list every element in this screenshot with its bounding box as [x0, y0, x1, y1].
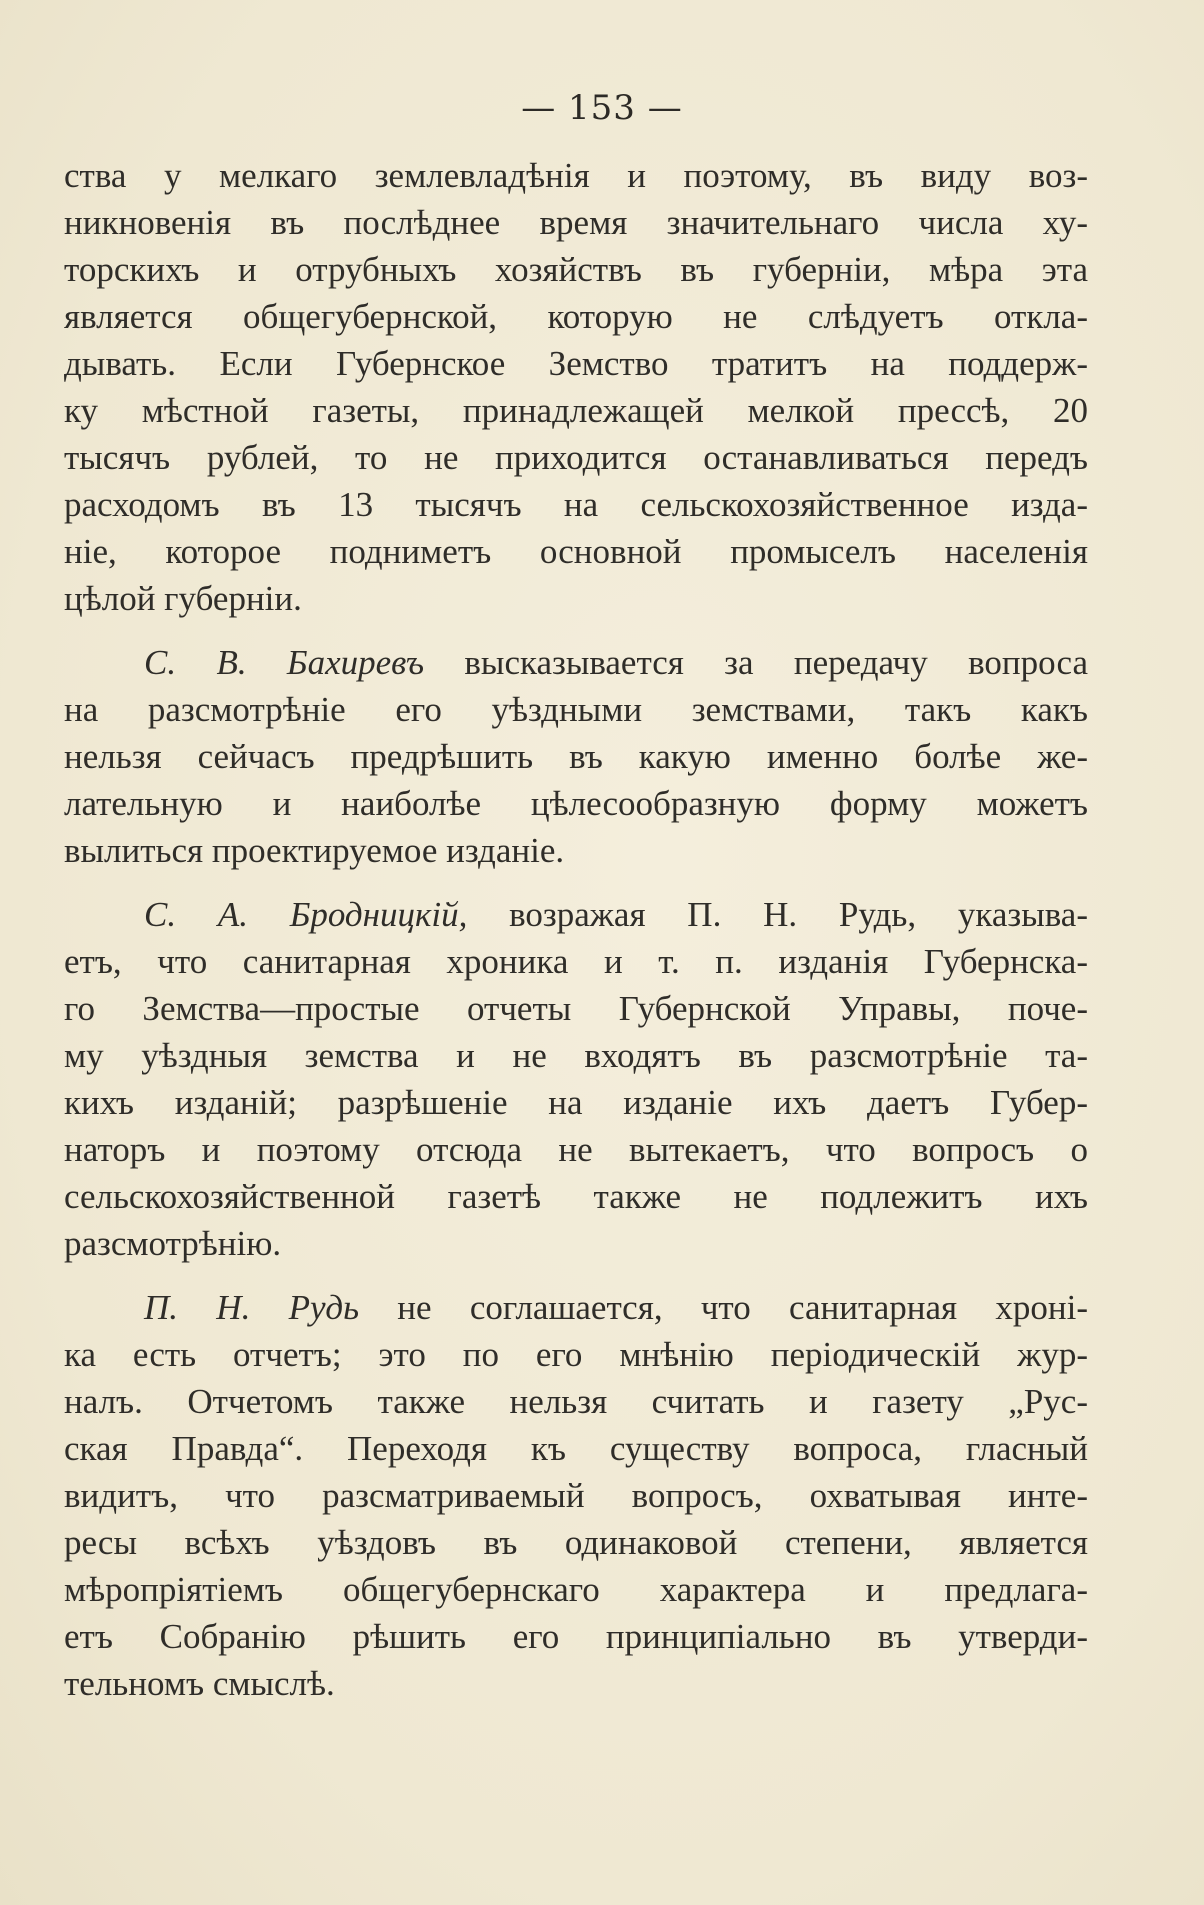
- text-line: тысячъ рублей, то не приходится останавливаться передъ: [64, 438, 1088, 477]
- text-body: [64, 152, 1088, 1724]
- text-line: мѣропріятіемъ общегубернскаго характера и предлага-: [64, 1570, 1088, 1609]
- text-line: наторъ и поэтому отсюда не вытекаетъ, что вопросъ о: [64, 1130, 1088, 1169]
- text-line: тельномъ смыслѣ.: [64, 1664, 335, 1703]
- speaker-name: С. В. Бахиревъ: [144, 643, 425, 682]
- text-line: му уѣздныя земства и не входятъ въ разсмотрѣніе та-: [64, 1036, 1088, 1075]
- text-line: является общегубернской, которую не слѣдуетъ откла-: [64, 297, 1088, 336]
- text-line: разсмотрѣнію.: [64, 1224, 282, 1263]
- text-line: [64, 639, 1088, 686]
- page-number: — 153 —: [521, 88, 683, 128]
- text-line: сельскохозяйственной газетѣ также не подлежитъ ихъ: [64, 1177, 1088, 1216]
- line-text: не соглашается, что санитарная хроні-: [397, 1288, 1088, 1327]
- text-line: [64, 891, 1088, 938]
- text-line: ства у мелкаго землевладѣнія и поэтому, въ виду воз-: [64, 156, 1088, 195]
- text-line: цѣлой губерніи.: [64, 579, 302, 618]
- text-line: ская Правда“. Переходя къ существу вопроса, гласный: [64, 1429, 1088, 1468]
- text-line: расходомъ въ 13 тысячъ на сельскохозяйственное изда-: [64, 485, 1088, 524]
- text-line: торскихъ и отрубныхъ хозяйствъ въ губерніи, мѣра эта: [64, 250, 1088, 289]
- text-line: [64, 1284, 1088, 1331]
- text-line: етъ Собранію рѣшить его принципіально въ утверди-: [64, 1617, 1088, 1656]
- paragraph: [64, 639, 1088, 874]
- line-text: высказывается за передачу вопроса: [464, 643, 1089, 682]
- text-line: ресы всѣхъ уѣздовъ въ одинаковой степени, является: [64, 1523, 1088, 1562]
- text-line: етъ, что санитарная хроника и т. п. изданія Губернска-: [64, 942, 1088, 981]
- paragraph: [64, 1284, 1088, 1707]
- text-line: кихъ изданій; разрѣшеніе на изданіе ихъ даетъ Губер-: [64, 1083, 1088, 1122]
- text-line: на разсмотрѣніе его уѣздными земствами, такъ какъ: [64, 690, 1088, 729]
- text-line: ку мѣстной газеты, принадлежащей мелкой прессѣ, 20: [64, 391, 1088, 430]
- text-line: ніе, которое подниметъ основной промыселъ населенія: [64, 532, 1088, 571]
- text-line: нельзя сейчасъ предрѣшить въ какую именно болѣе же-: [64, 737, 1088, 776]
- text-line: дывать. Если Губернское Земство тратитъ на поддерж-: [64, 344, 1088, 383]
- paragraph: [64, 152, 1088, 622]
- text-line: налъ. Отчетомъ также нельзя считать и газету „Рус-: [64, 1382, 1088, 1421]
- line-text: возражая П. Н. Рудь, указыва-: [509, 895, 1089, 934]
- text-line: лательную и наиболѣе цѣлесообразную форму можетъ: [64, 784, 1088, 823]
- speaker-name: С. А. Бродницкій,: [144, 895, 468, 934]
- text-line: никновенія въ послѣднее время значительнаго числа ху-: [64, 203, 1088, 242]
- speaker-name: П. Н. Рудь: [144, 1288, 360, 1327]
- text-line: вылиться проектируемое изданіе.: [64, 831, 565, 870]
- text-line: видитъ, что разсматриваемый вопросъ, охватывая инте-: [64, 1476, 1088, 1515]
- text-line: го Земства—простые отчеты Губернской Управы, поче-: [64, 989, 1088, 1028]
- text-line: ка есть отчетъ; это по его мнѣнію періодическій жур-: [64, 1335, 1088, 1374]
- paragraph: [64, 891, 1088, 1267]
